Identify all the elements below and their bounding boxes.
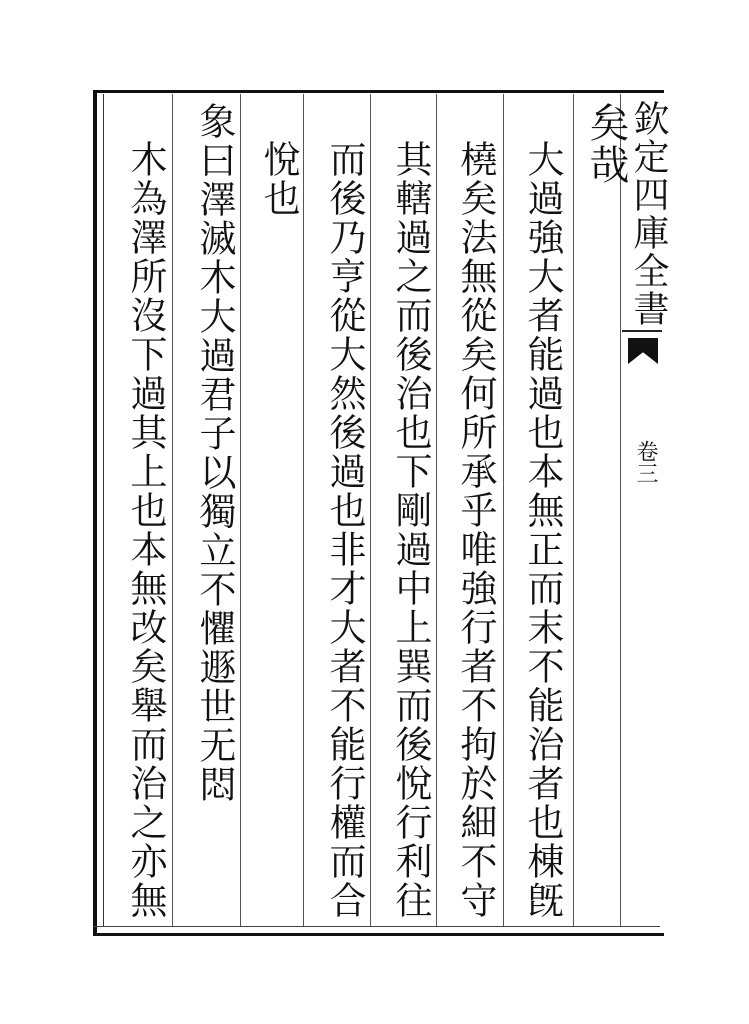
column-separator [503,94,504,926]
frame-inner-line [103,94,104,926]
text-column-5: 而後乃亨從大然後過也非才大者不能行權而合 [323,140,366,920]
text-column-6: 悅也 [257,140,300,218]
page-frame [93,90,664,936]
text-column-1: 矣哉 [583,102,629,186]
column-separator [436,94,437,926]
text-column-7: 象曰澤滅木大過君子以獨立不懼遯世无悶 [193,102,236,804]
column-separator [370,94,371,926]
volume-label: 卷三 [633,440,658,484]
column-separator [240,94,241,926]
column-separator [303,94,304,926]
book-title: 欽定四庫全書 [628,100,669,328]
text-column-3: 橈矣法無從矣何所承乎唯強行者不拘於細不守 [454,140,497,920]
text-column-2: 大過強大者能過也本無正而末不能治者也棟旣 [521,140,564,920]
margin-divider [620,94,621,926]
text-column-8: 木為澤所沒下過其上也本無改矣舉而治之亦無 [124,140,167,920]
text-column-4: 其轄過之而後治也下剛過中上巽而後悅行利往 [389,140,432,920]
bottom-rule [93,926,660,927]
margin-rule [622,330,662,332]
column-separator [172,94,173,926]
column-separator [573,94,574,926]
